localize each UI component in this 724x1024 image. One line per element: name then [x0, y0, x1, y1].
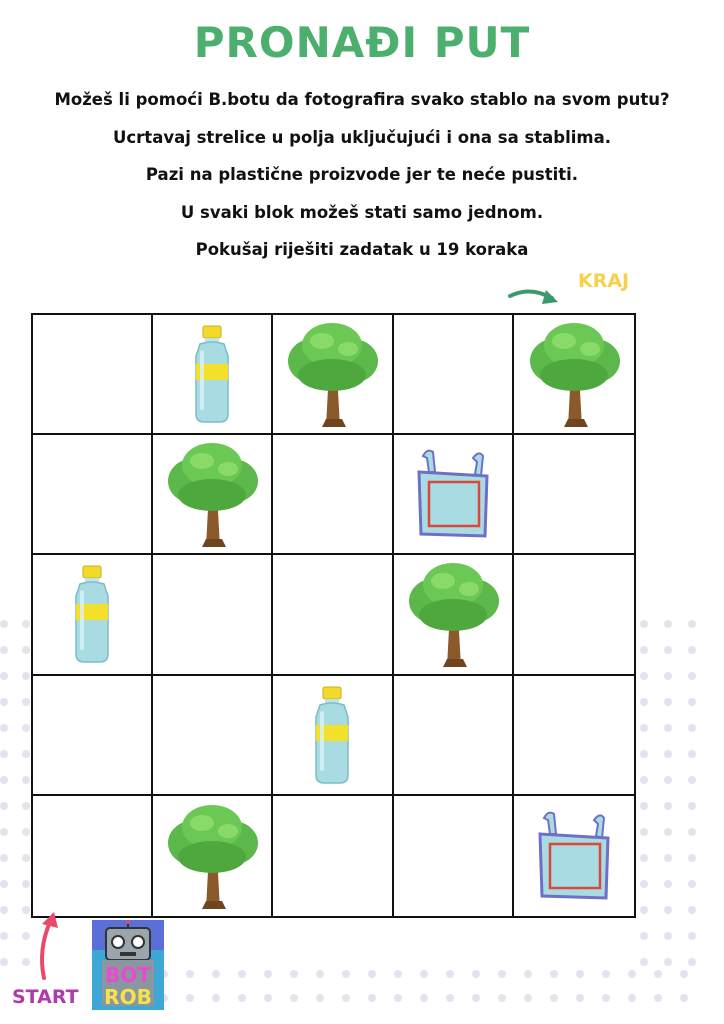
grid-cell[interactable] [153, 555, 273, 675]
grid-cell[interactable] [273, 315, 393, 435]
grid-cell[interactable] [273, 555, 393, 675]
tree-icon [524, 319, 624, 429]
end-arrow-icon [506, 280, 566, 310]
grid-cell[interactable] [153, 315, 273, 435]
start-arrow-icon [30, 910, 66, 982]
grid-cell[interactable] [33, 676, 153, 796]
grid-cell[interactable] [394, 435, 514, 555]
tree-icon [162, 439, 262, 549]
grid-cell[interactable] [33, 796, 153, 916]
page-title: PRONAĐI PUT [193, 18, 531, 67]
instruction-line: Ucrtavaj strelice u polja uključujući i ona sa stablima. [112, 127, 612, 147]
grid-cell[interactable] [273, 676, 393, 796]
grid-cell[interactable] [394, 555, 514, 675]
grid-cell[interactable] [273, 435, 393, 555]
logo-text-bottom: ROB [104, 985, 152, 1009]
grid-cell[interactable] [273, 796, 393, 916]
tree-icon [282, 319, 382, 429]
grid-cell[interactable] [394, 676, 514, 796]
grid-cell[interactable] [394, 315, 514, 435]
grid-cell[interactable] [153, 435, 273, 555]
dot-pattern-bottom [160, 970, 724, 1024]
grid-cell[interactable] [514, 676, 634, 796]
bottle-icon [70, 564, 114, 664]
grid-cell[interactable] [153, 676, 273, 796]
grid-cell[interactable] [394, 796, 514, 916]
dot-pattern-right [640, 620, 724, 1020]
instruction-line: Pazi na plastične proizvode jer te neće pustiti. [145, 165, 579, 184]
maze-grid [31, 313, 636, 918]
grid-cell[interactable] [153, 796, 273, 916]
end-label: KRAJ [578, 270, 630, 292]
instruction-line: Pokušaj riješiti zadatak u 19 koraka [195, 240, 529, 259]
grid-cell[interactable] [514, 315, 634, 435]
tree-icon [162, 801, 262, 911]
robot-logo [92, 920, 164, 1010]
bottle-icon [310, 685, 354, 785]
logo-text-top: BOT [105, 963, 151, 987]
grid-cell[interactable] [33, 315, 153, 435]
grid-cell[interactable] [514, 435, 634, 555]
start-label: START [12, 986, 79, 1008]
bottle-icon [190, 324, 234, 424]
grid-cell[interactable] [33, 555, 153, 675]
grid-cell[interactable] [33, 435, 153, 555]
bag-icon [413, 446, 493, 542]
bag-icon [534, 808, 614, 904]
grid-cell[interactable] [514, 555, 634, 675]
instruction-line: Možeš li pomoći B.botu da fotografira svako stablo na svom putu? [54, 90, 670, 109]
instruction-line: U svaki blok možeš stati samo jednom. [180, 202, 544, 222]
grid-cell[interactable] [514, 796, 634, 916]
tree-icon [403, 559, 503, 669]
instructions [0, 86, 724, 274]
